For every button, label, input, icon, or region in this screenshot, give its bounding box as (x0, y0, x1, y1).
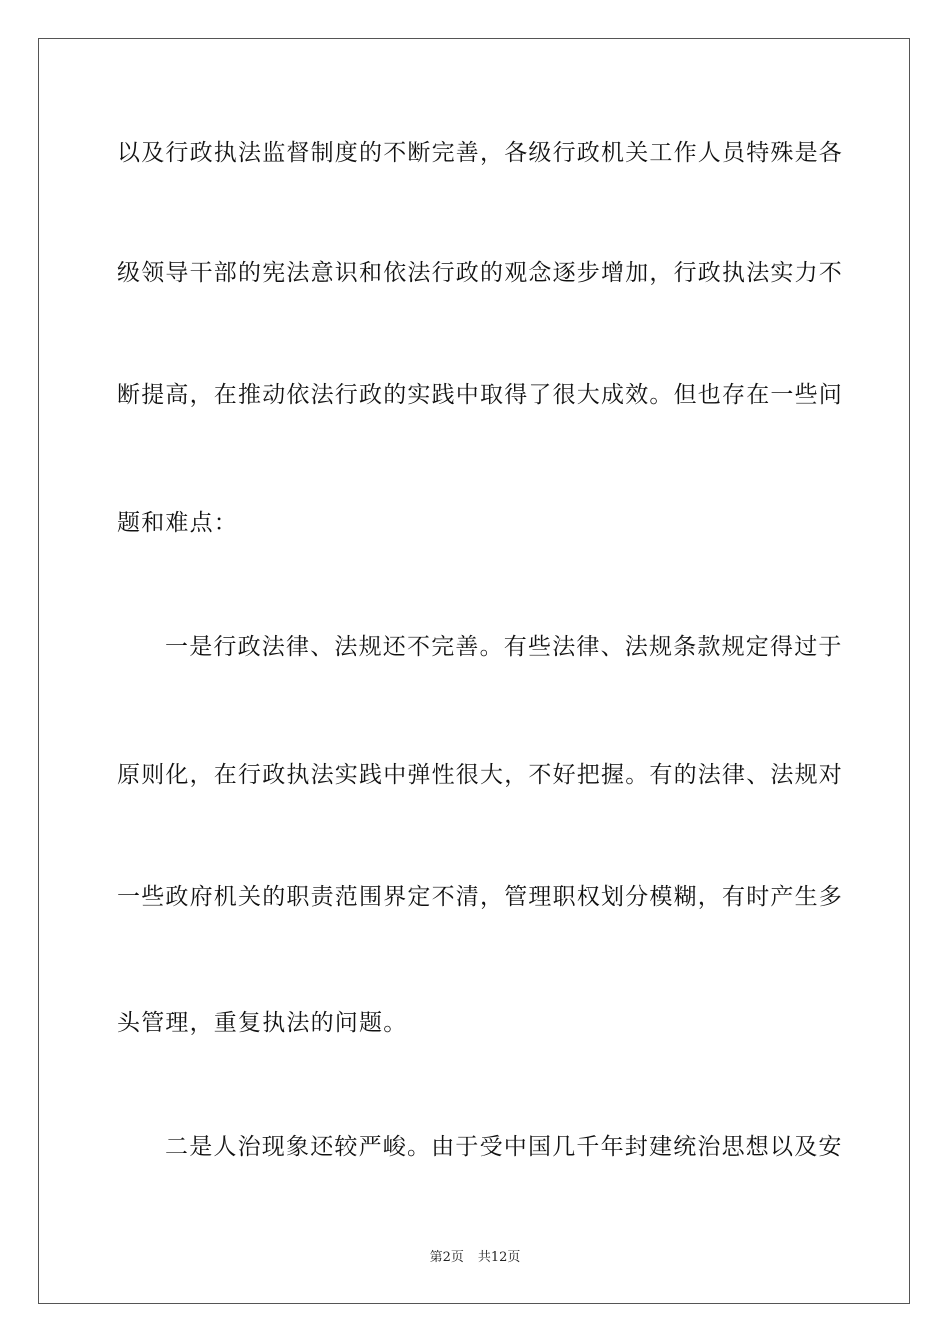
page-number: 第2页 (429, 1250, 464, 1265)
body-text-line: 头管理，重复执法的问题。 (117, 1010, 408, 1036)
body-text-line: 原则化，在行政执法实践中弹性很大，不好把握。有的法律、法规对 (117, 762, 843, 788)
body-text-line: 断提高，在推动依法行政的实践中取得了很大成效。但也存在一些问 (117, 382, 843, 408)
paragraph-first-line: 二是人治现象还较严峻。由于受中国几千年封建统治思想以及安 (165, 1134, 843, 1160)
body-text-line: 一些政府机关的职责范围界定不清，管理职权划分模糊，有时产生多 (117, 884, 843, 910)
page-footer (0, 1246, 950, 1265)
body-text-line: 题和难点： (117, 510, 238, 536)
paragraph-first-line: 一是行政法律、法规还不完善。有些法律、法规条款规定得过于 (165, 634, 843, 660)
body-text-line: 以及行政执法监督制度的不断完善，各级行政机关工作人员特殊是各 (117, 140, 843, 166)
page-border (38, 38, 910, 1304)
body-text-line: 级领导干部的宪法意识和依法行政的观念逐步增加，行政执法实力不 (117, 260, 843, 286)
total-pages: 共12页 (477, 1250, 521, 1265)
